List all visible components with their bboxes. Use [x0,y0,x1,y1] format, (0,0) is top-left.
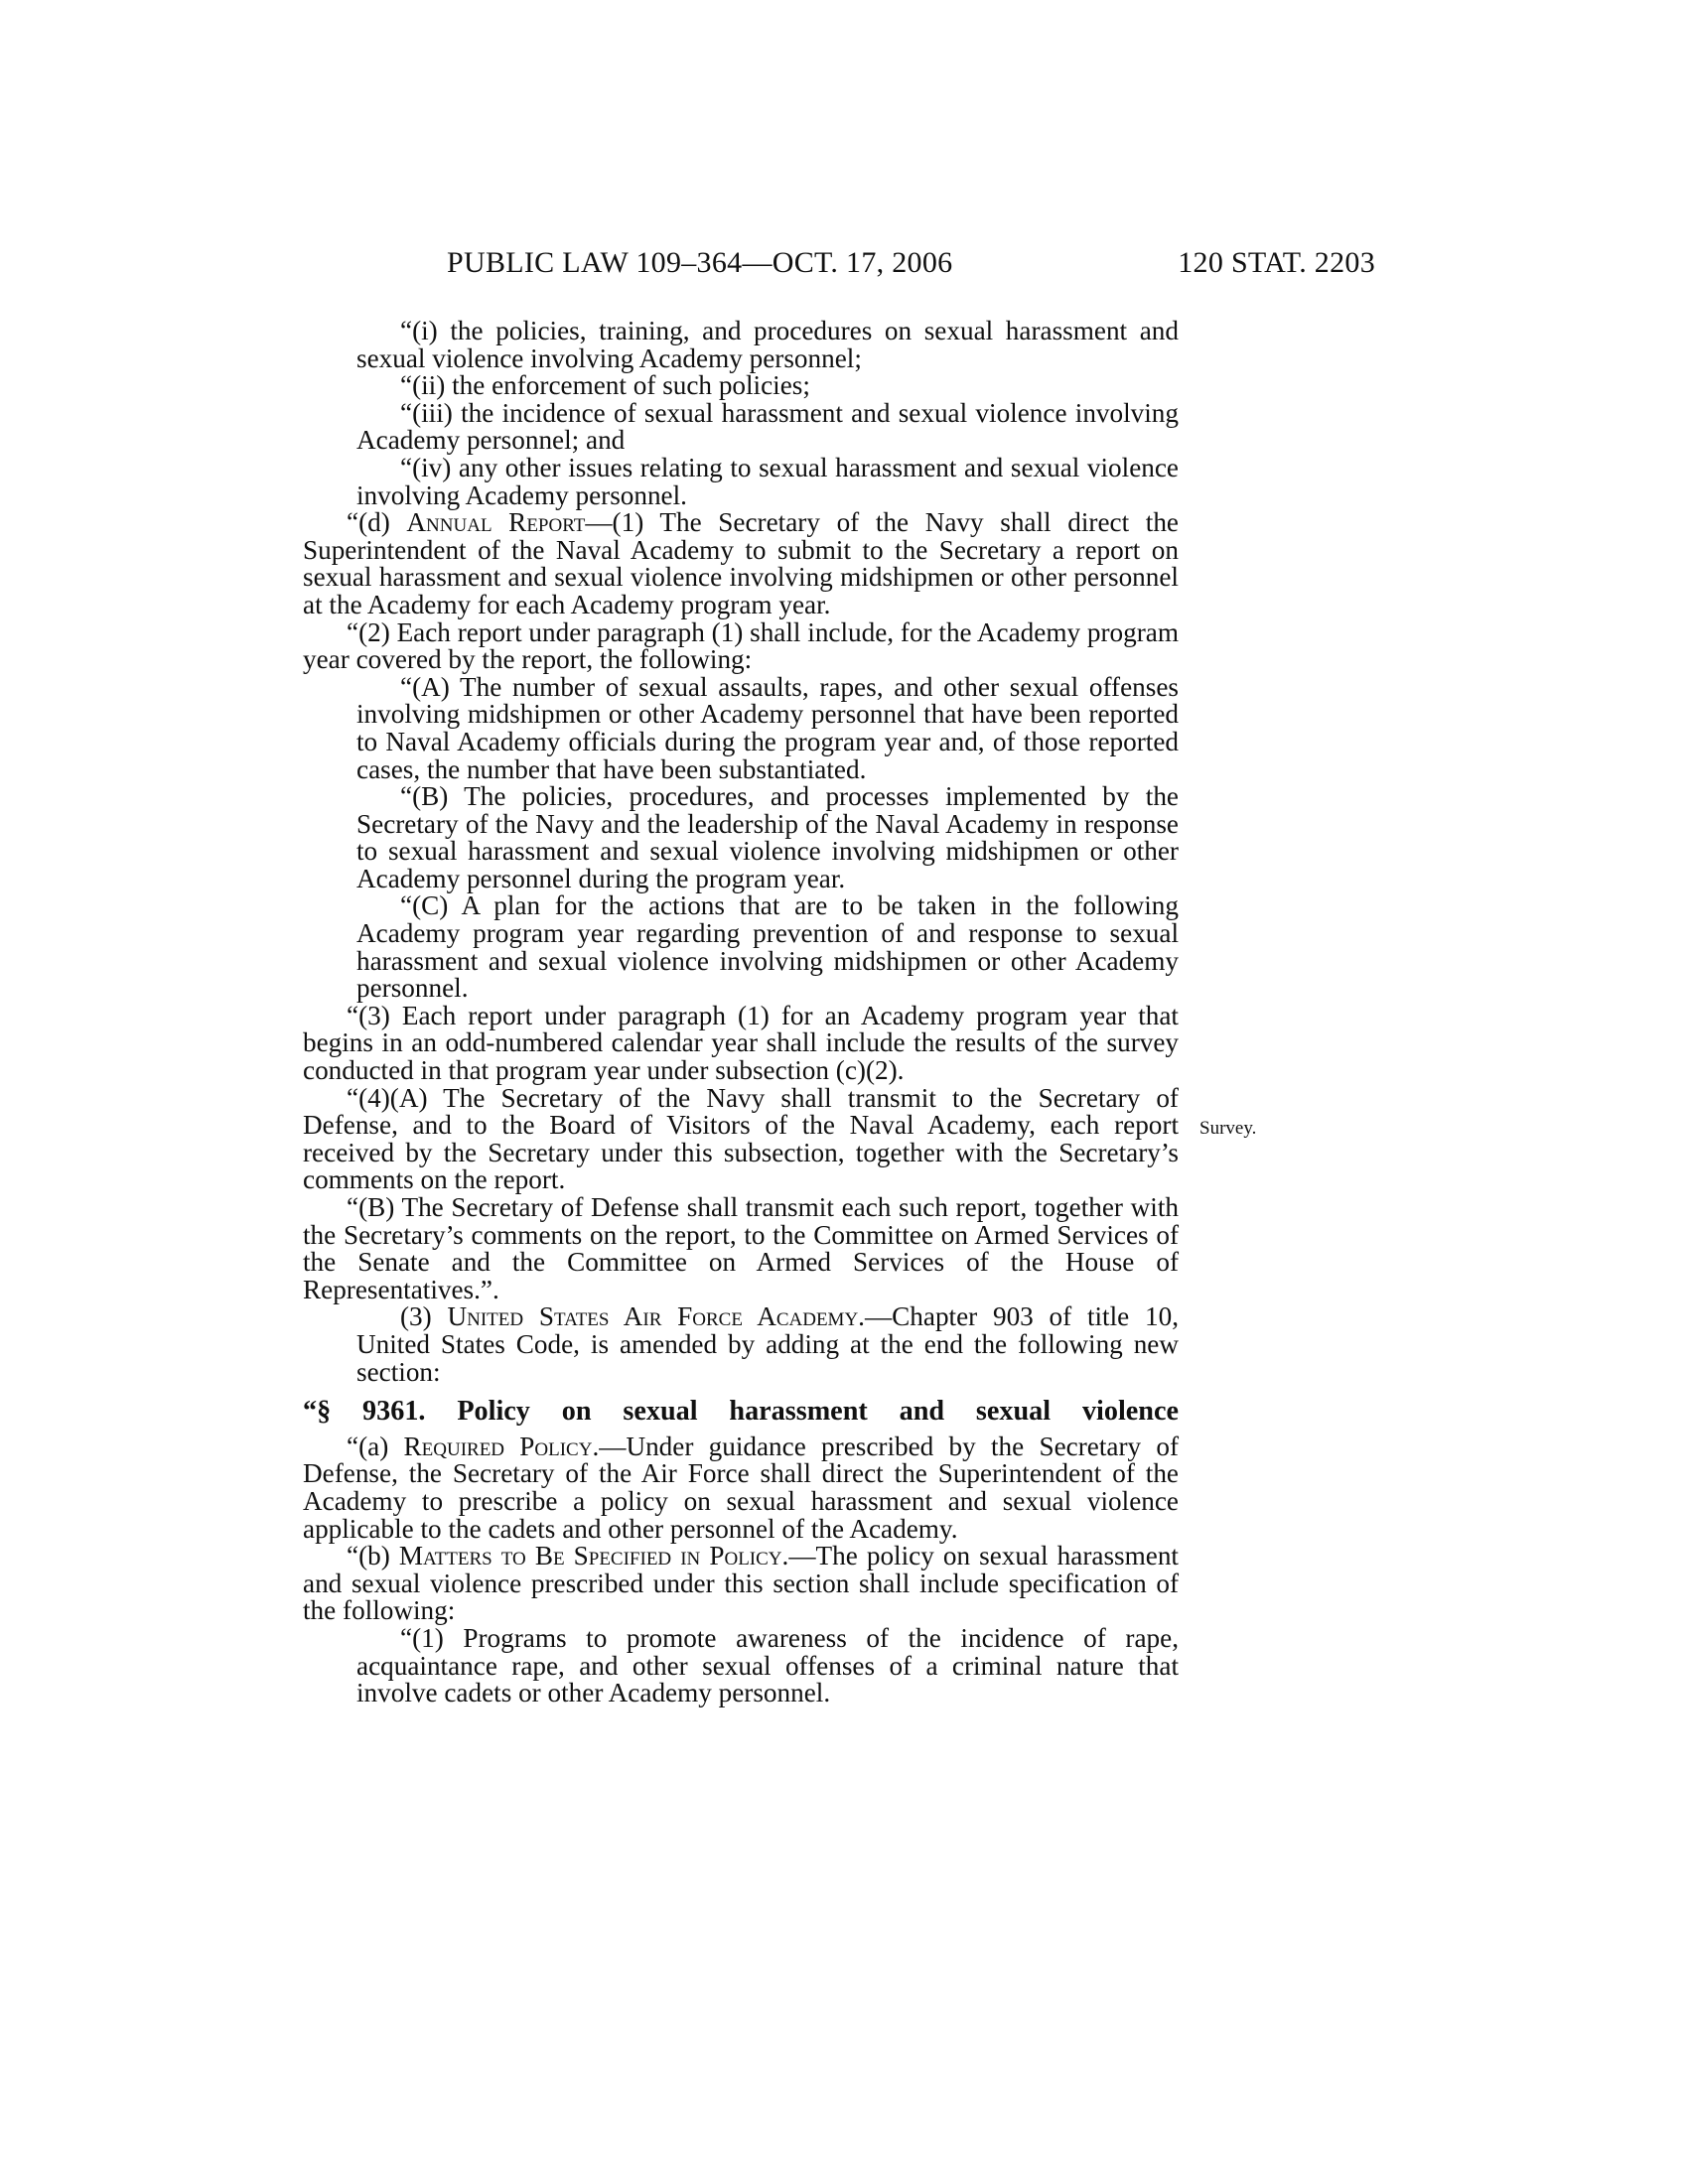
subsection-a-caption: Required Policy [403,1431,593,1461]
paragraph-d2: “(2) Each report under paragraph (1) shall include, for the Academy program year covered by the report, the following: [303,616,1179,675]
subparagraph-d2b: “(B) The policies, procedures, and processes implemented by the Secretary of the Navy and the leadership of the Naval Academy in response to sexual harassment and sexual violence involving midshipmen or other Academy personnel during the program year. [356,781,1179,893]
subsection-a [303,1433,1179,1543]
running-header [447,246,1375,286]
subsection-d1-text: —(1) The Secretary of the Navy shall direct the Superintendent of the Naval Academy to submit to the Secretary a report on sexual harassment and sexual violence involving midshipmen or other personnel at the Academy for each Academy program year. [303,507,1179,619]
paragraph-d4a: “(4)(A) The Secretary of the Navy shall transmit to the Secretary of Defense, and to the Board of Visitors of the Naval Academy, each report received by the Secretary under this subsection, together with the Secretary’s comments on the report. [303,1082,1179,1195]
clause-c-iv: “(iv) any other issues relating to sexual harassment and sexual violence involving Academy personnel. [356,452,1179,510]
subsection-b-text: .—The policy on sexual harassment and sexual violence prescribed under this section shall include specification of the following: [303,1541,1179,1626]
statute-page-number: 120 STAT. 2203 [1178,246,1375,279]
section-heading: “§ 9361. Policy on sexual harassment and sexual violence [303,1396,1179,1428]
subparagraph-d2a: “(A) The number of sexual assaults, rapes, and other sexual offenses involving midshipmen or other Academy personnel that have been reported to Naval Academy officials during the program year and, of those reported cases, the number that have been substantiated. [356,671,1179,784]
paragraph-air-force-academy [303,1303,1179,1386]
usafa-text: .—Chapter 903 of title 10, United States Code, is amended by adding at the end the following new section: [356,1301,1179,1387]
subsection-b [303,1543,1179,1625]
usafa-caption: United States Air Force Academy [447,1301,859,1332]
subsection-a-prefix: “(a) [347,1431,404,1461]
margin-note: Survey. [1199,1118,1257,1139]
paragraph-b1: “(1) Programs to promote awareness of the incidence of rape, acquaintance rape, and other sexual offenses of a criminal nature that involve cadets or other Academy personnel. [356,1622,1179,1708]
subsection-d-prefix: “(d) [347,507,407,538]
subsection-b-prefix: “(b) [347,1541,399,1571]
public-law-citation: PUBLIC LAW 109–364—OCT. 17, 2006 [447,246,953,279]
paragraph-d3: “(3) Each report under paragraph (1) for an Academy program year that begins in an odd-numbered calendar year shall include the results of the survey conducted in that program year under subsection (c)(2). [303,1000,1179,1086]
statute-text [303,318,1179,1707]
subsection-b-caption: Matters to Be Specified in Policy [398,1541,782,1571]
paragraph-d4b: “(B) The Secretary of Defense shall transmit each such report, together with the Secretary’s comments on the report, to the Committee on Armed Services of the Senate and the Committee on Armed Services of the House of Representatives.”. [303,1192,1179,1304]
subparagraph-d2c: “(C) A plan for the actions that are to be taken in the following Academy program year regarding prevention of and response to sexual harassment and sexual violence involving midshipmen or other Academy personnel. [356,890,1179,1004]
subsection-d1 [303,509,1179,618]
usafa-prefix: (3) [400,1301,448,1332]
clause-c-i: “(i) the policies, training, and procedures on sexual harassment and sexual violence involving Academy personnel; [356,316,1179,373]
subsection-d-caption: Annual Report [406,507,586,538]
clause-c-ii: “(ii) the enforcement of such policies; [400,370,810,401]
clause-c-iii: “(iii) the incidence of sexual harassment and sexual violence involving Academy personnel; and [356,397,1179,456]
subsection-a-text: .—Under guidance prescribed by the Secretary of Defense, the Secretary of the Air Force shall direct the Superintendent of the Academy to prescribe a policy on sexual harassment and sexual violence applicable to the cadets and other personnel of the Academy. [303,1431,1180,1544]
